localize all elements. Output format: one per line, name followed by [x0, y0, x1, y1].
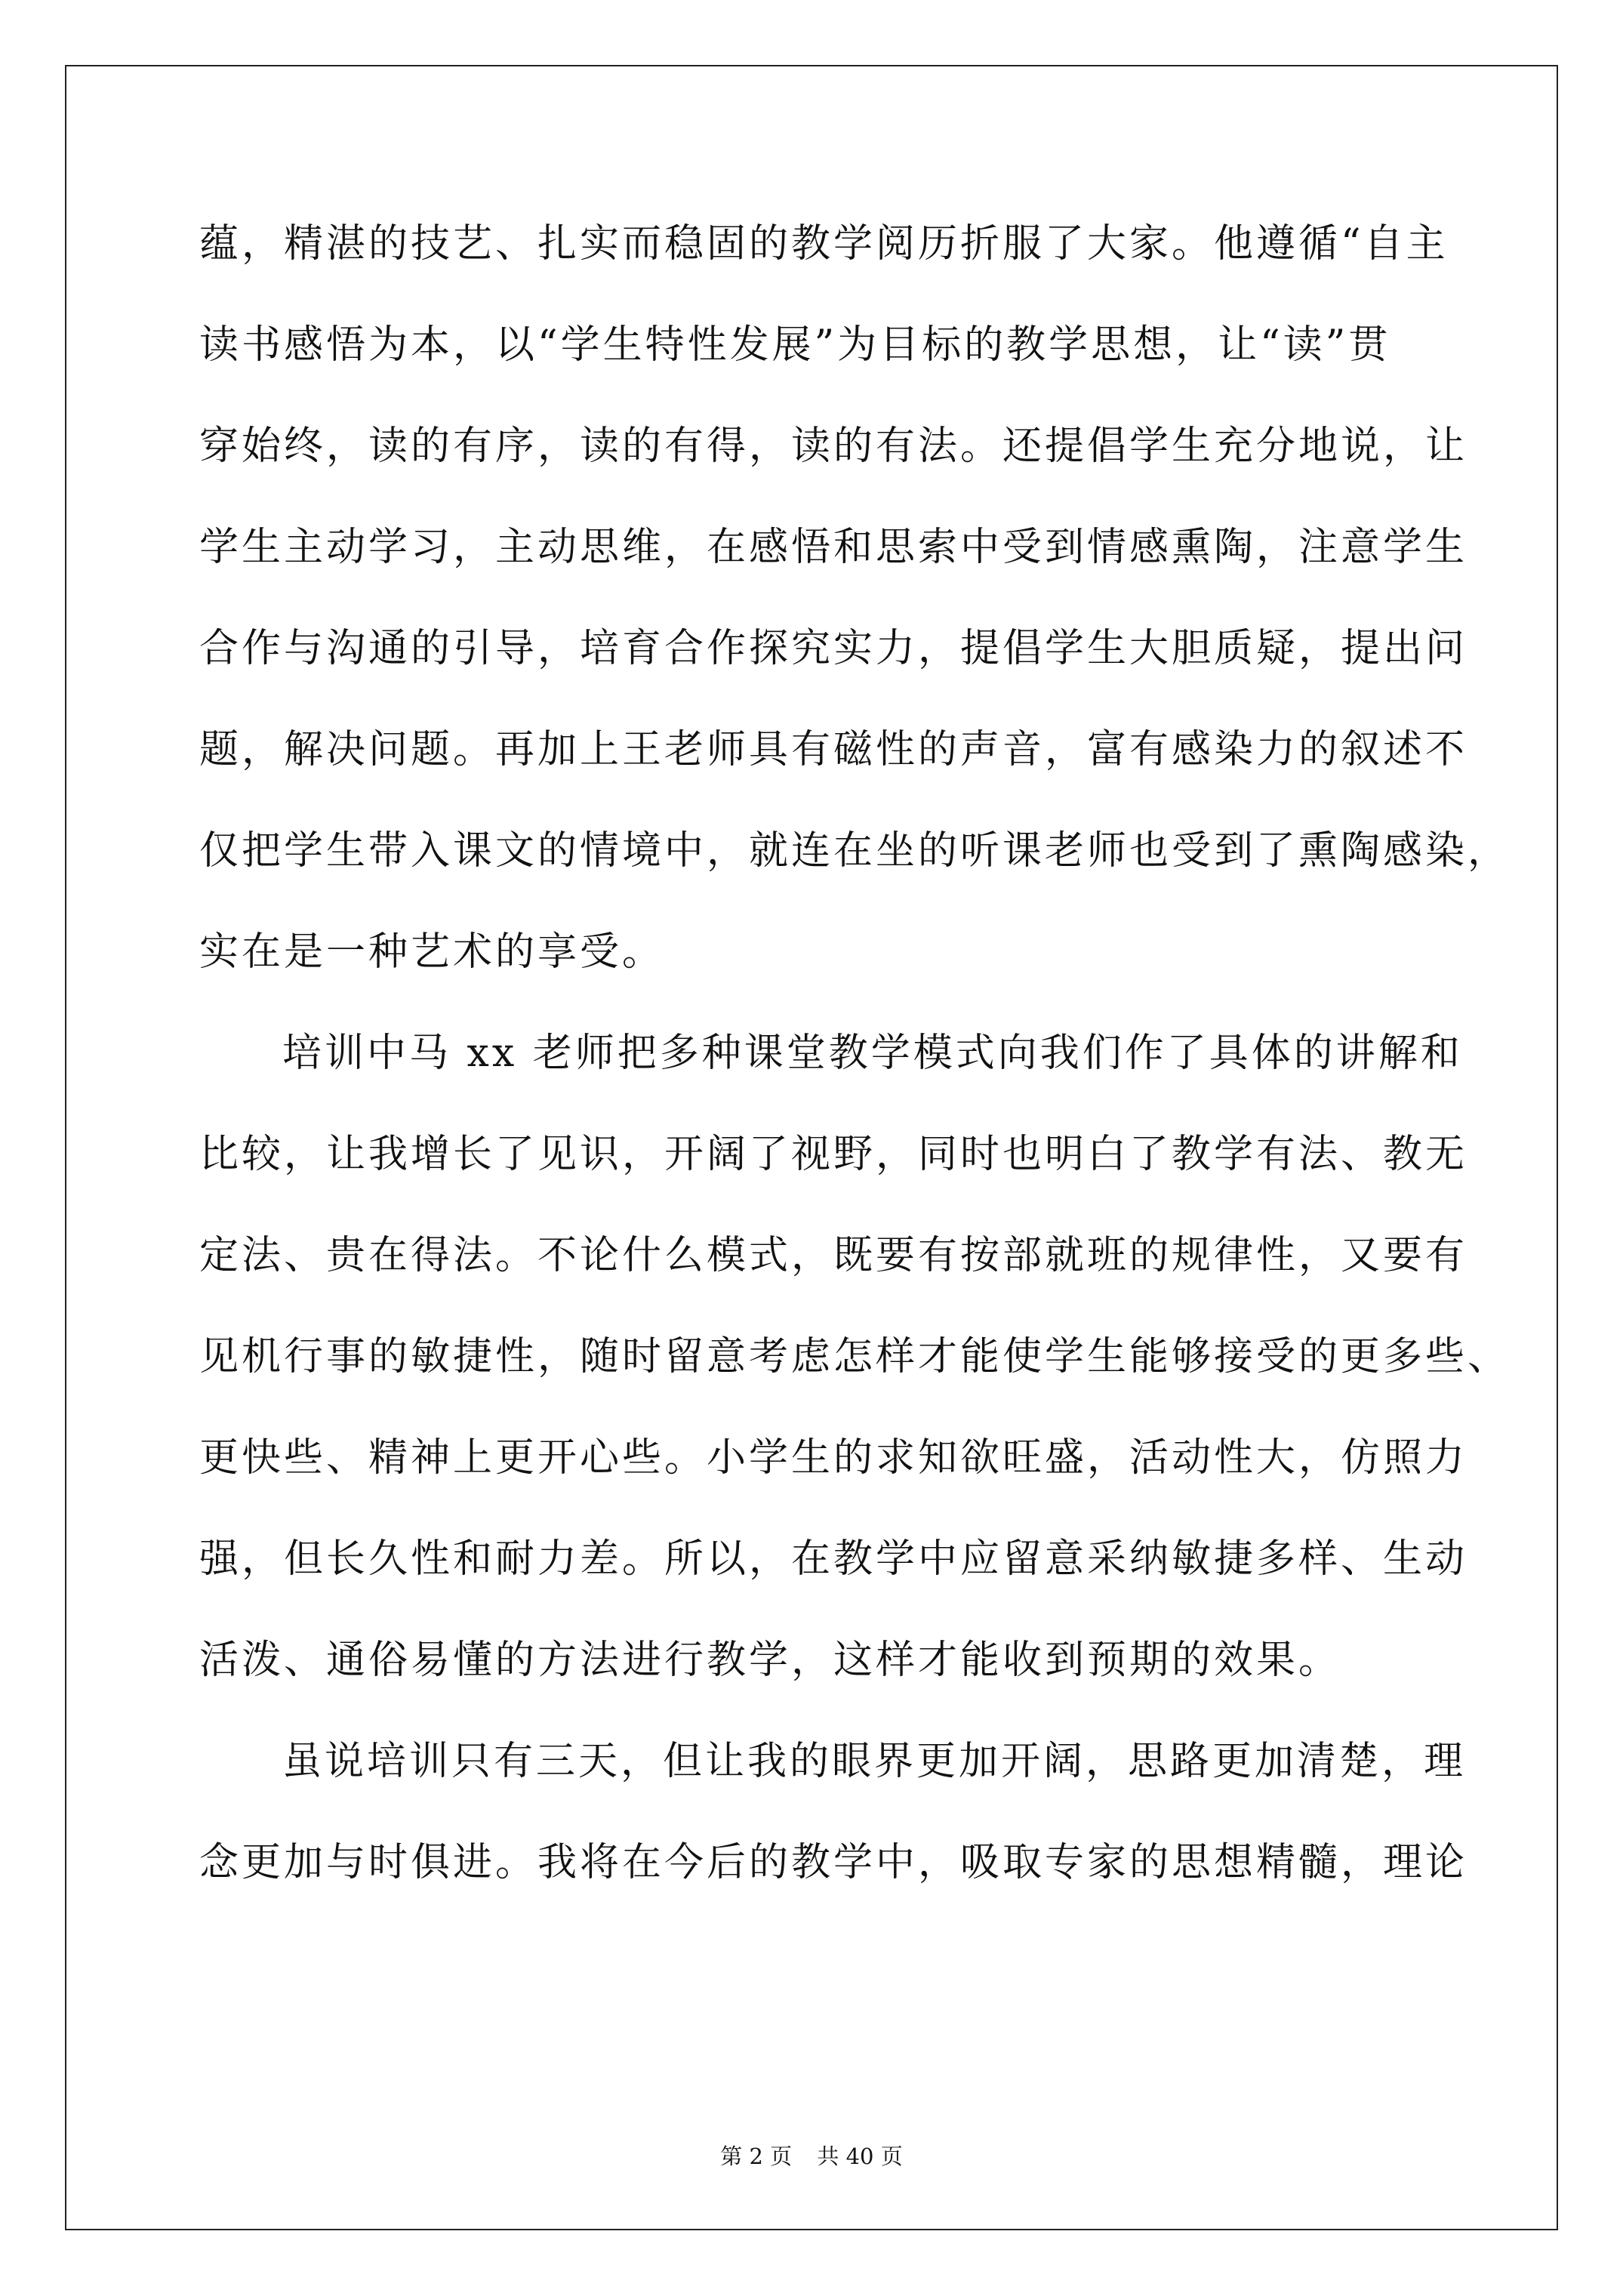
text-line: 念更加与时俱进。我将在今后的教学中，吸取专家的思想精髓，理论: [199, 1840, 1468, 1885]
text-line: 仅把学生带入课文的情境中，就连在坐的听课老师也受到了熏陶感染，: [199, 828, 1511, 874]
paragraph-start-line: 培训中马 xx 老师把多种课堂教学模式向我们作了具体的讲解和: [282, 1031, 1463, 1076]
text-line: 见机行事的敏捷性，随时留意考虑怎样才能使学生能够接受的更多些、: [199, 1334, 1511, 1379]
text-line: 蕴，精湛的技艺、扎实而稳固的教学阅历折服了大家。他遵循“自主: [199, 221, 1449, 267]
text-line: 比较，让我增长了见识，开阔了视野，同时也明白了教学有法、教无: [199, 1132, 1468, 1177]
text-line: 合作与沟通的引导，培育合作探究实力，提倡学生大胆质疑，提出问: [199, 626, 1468, 671]
page-footer: [0, 2140, 1623, 2171]
text-line: 实在是一种艺术的享受。: [199, 929, 665, 975]
paragraph-start-line: 虽说培训只有三天，但让我的眼界更加开阔，思路更加清楚，理: [282, 1739, 1467, 1784]
text-line: 定法、贵在得法。不论什么模式，既要有按部就班的规律性，又要有: [199, 1233, 1468, 1278]
page-total: 共 40 页: [817, 2143, 903, 2169]
text-line: 题，解决问题。再加上王老师具有磁性的声音，富有感染力的叙述不: [199, 727, 1468, 772]
text-line: 学生主动学习，主动思维，在感悟和思索中受到情感熏陶，注意学生: [199, 525, 1468, 570]
document-body: [199, 210, 1511, 1930]
text-line: 活泼、通俗易懂的方法进行教学，这样才能收到预期的效果。: [199, 1638, 1341, 1683]
text-line: 更快些、精神上更开心些。小学生的求知欲旺盛，活动性大，仿照力: [199, 1435, 1468, 1481]
page-number: 第 2 页: [720, 2143, 793, 2169]
text-line: 穿始终，读的有序，读的有得，读的有法。还提倡学生充分地说，让: [199, 424, 1468, 469]
text-line: 强，但长久性和耐力差。所以，在教学中应留意采纳敏捷多样、生动: [199, 1536, 1468, 1582]
text-line: 读书感悟为本，以“学生特性发展”为目标的教学思想，让“读”贯: [199, 322, 1391, 368]
